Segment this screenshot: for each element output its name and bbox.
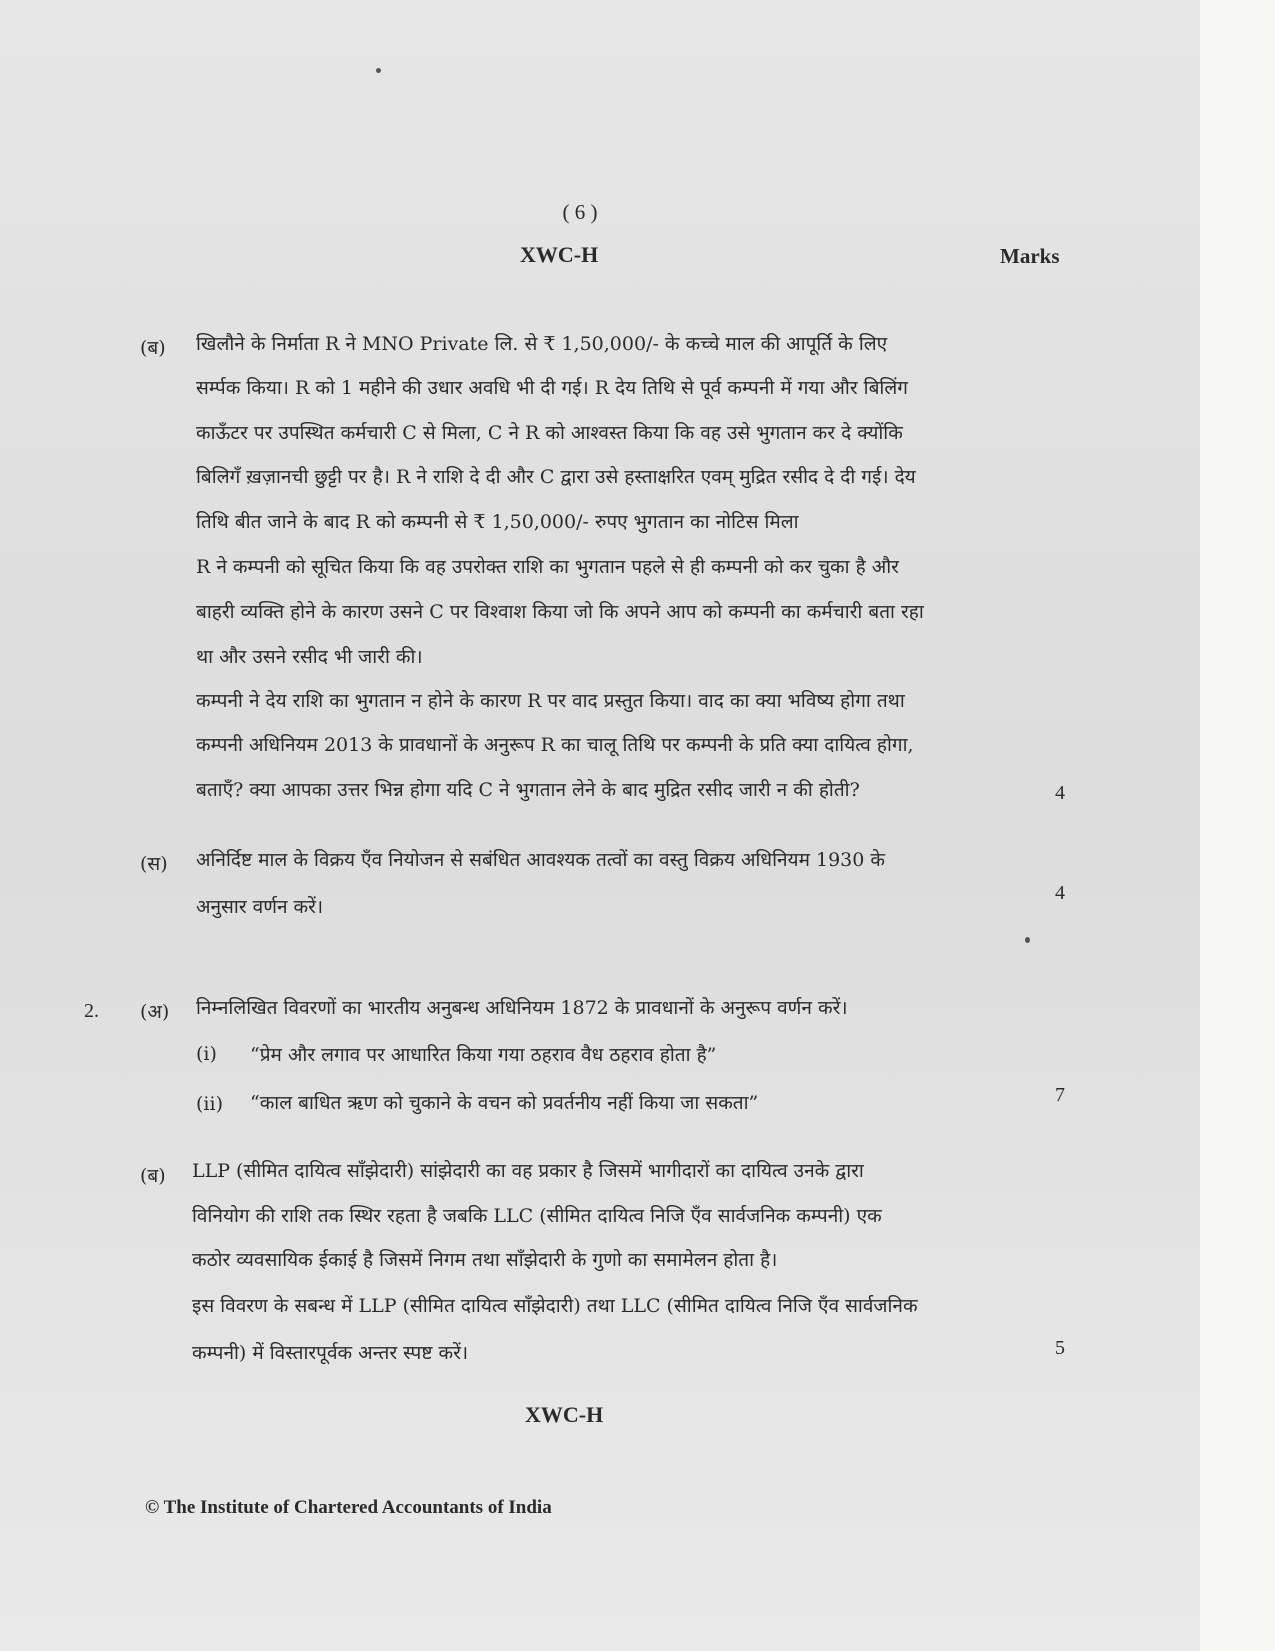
paper-code-header: XWC-H (520, 242, 599, 267)
question-1b-line: तिथि बीत जाने के बाद R को कम्पनी से ₹ 1,50,000/- रुपए भुगतान का नोटिस मिला (196, 511, 799, 533)
question-1b-line: कम्पनी अधिनियम 2013 के प्रावधानों के अनुरूप R का चालू तिथि पर कम्पनी के प्रति क्या दायित्व होगा, (196, 734, 914, 756)
scan-speck (1025, 937, 1030, 943)
question-2a-marks: 7 (1055, 1084, 1065, 1106)
question-1c-line: अनुसार वर्णन करें। (196, 896, 324, 918)
question-1b-line: सर्म्पक किया। R को 1 महीने की उधार अवधि भी दी गई। R देय तिथि से पूर्व कम्पनी में गया और बिलिंग (196, 377, 908, 399)
question-2b-line: कम्पनी) में विस्तारपूर्वक अन्तर स्पष्ट करें। (192, 1342, 469, 1364)
question-2-number: 2. (84, 1000, 99, 1022)
question-1c-marks: 4 (1055, 882, 1065, 904)
question-1b-line: बाहरी व्यक्ति होने के कारण उसने C पर विश्वाश किया जो कि अपने आप को कम्पनी का कर्मचारी बता रहा (196, 601, 924, 623)
page-edge (1200, 0, 1275, 1651)
question-2a-label: (अ) (140, 1001, 170, 1023)
question-1b-marks: 4 (1055, 782, 1065, 804)
question-2b-line: LLP (सीमित दायित्व साँझेदारी) सांझेदारी का वह प्रकार है जिसमें भागीदारों का दायित्व उनके द्वारा (192, 1160, 864, 1182)
question-2b-line: इस विवरण के सबन्ध में LLP (सीमित दायित्व साँझेदारी) तथा LLC (सीमित दायित्व निजि एँव सार्वजनिक (192, 1295, 918, 1317)
scan-speck (376, 68, 381, 73)
question-1c-label: (स) (140, 853, 168, 875)
page-number: ( 6 ) (562, 200, 598, 224)
question-1b-line: था और उसने रसीद भी जारी की। (196, 646, 423, 668)
question-1c-line: अनिर्दिष्ट माल के विक्रय एँव नियोजन से सबंधित आवश्यक तत्वों का वस्तु विक्रय अधिनियम 1930 के (196, 849, 885, 871)
question-2a-item-number: (ii) (196, 1093, 223, 1115)
question-1b-line: काऊँटर पर उपस्थित कर्मचारी C से मिला, C ने R को आश्वस्त किया कि वह उसे भुगतान कर दे क्योंकि (196, 422, 903, 444)
question-1b-line: बताएँ? क्या आपका उत्तर भिन्न होगा यदि C ने भुगतान लेने के बाद मुद्रित रसीद जारी न की होती? (196, 779, 860, 801)
question-1b-line: कम्पनी ने देय राशि का भुगतान न होने के कारण R पर वाद प्रस्तुत किया। वाद का क्या भविष्य होगा तथा (196, 690, 905, 712)
paper-code-footer: XWC-H (525, 1402, 604, 1427)
question-1b-line: बिलिगँ ख़ज़ानची छुट्टी पर है। R ने राशि दे दी और C द्वारा उसे हस्ताक्षरित एवम् मुद्रित रसीद दे दी गई। देय (196, 466, 916, 488)
question-2a-item-number: (i) (196, 1043, 217, 1065)
question-2b-line: कठोर व्यवसायिक ईकाई है जिसमें निगम तथा साँझेदारी के गुणो का समामेलन होता है। (192, 1249, 778, 1271)
question-1b-line: R ने कम्पनी को सूचित किया कि वह उपरोक्त राशि का भुगतान पहले से ही कम्पनी को कर चुका है और (196, 556, 899, 578)
copyright-notice: © The Institute of Chartered Accountants of India (145, 1497, 552, 1518)
question-1b-label: (ब) (140, 337, 166, 359)
question-2b-marks: 5 (1055, 1337, 1065, 1359)
question-2a-item-text: “काल बाधित ऋण को चुकाने के वचन को प्रवर्तनीय नहीं किया जा सकता” (250, 1092, 759, 1114)
question-2b-line: विनियोग की राशि तक स्थिर रहता है जबकि LLC (सीमित दायित्व निजि एँव सार्वजनिक कम्पनी) एक (192, 1205, 882, 1227)
question-1b-line: खिलौने के निर्माता R ने MNO Private लि. से ₹ 1,50,000/- के कच्चे माल की आपूर्ति के लिए (196, 333, 888, 355)
question-2b-label: (ब) (140, 1165, 166, 1187)
question-2a-intro: निम्नलिखित विवरणों का भारतीय अनुबन्ध अधिनियम 1872 के प्रावधानों के अनुरूप वर्णन करें। (196, 997, 848, 1019)
marks-column-heading: Marks (1000, 244, 1060, 268)
question-2a-item-text: “प्रेम और लगाव पर आधारित किया गया ठहराव वैध ठहराव होता है” (250, 1044, 717, 1066)
